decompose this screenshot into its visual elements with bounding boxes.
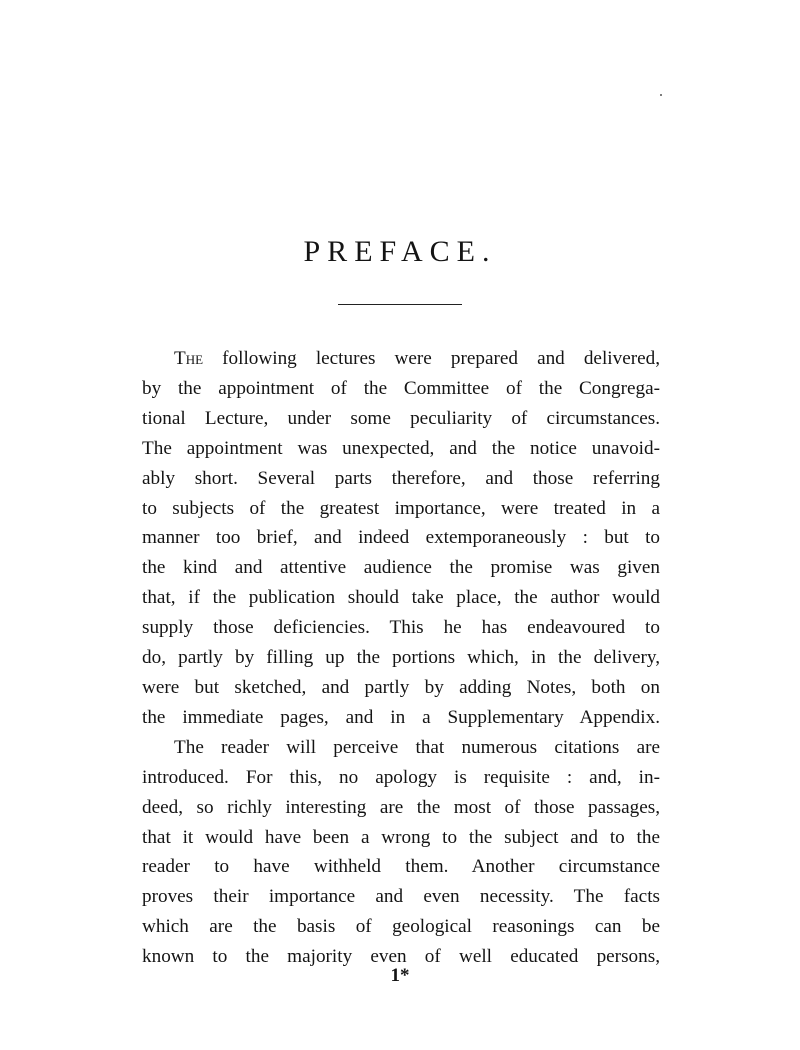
text-line: The appointment was unexpected, and the notice unavoid- xyxy=(142,437,660,459)
text-line: deed, so richly interesting are the most of those passages, xyxy=(142,796,660,818)
text-line: supply those deficiencies. This he has endeavoured to xyxy=(142,617,660,639)
paragraph-1 xyxy=(142,344,660,733)
text-line: tional Lecture, under some peculiarity of circumstances. xyxy=(142,407,660,429)
heading-rule xyxy=(338,304,462,305)
text-line: do, partly by filling up the portions which, in the delivery, xyxy=(142,647,660,669)
paragraph-2 xyxy=(142,733,660,972)
lead-word: The xyxy=(174,348,204,369)
text-line: The reader will perceive that numerous citations are xyxy=(174,736,660,758)
page-signature: 1* xyxy=(390,965,410,986)
page-heading: PREFACE. xyxy=(303,235,497,268)
text-line: known to the majority even of well educated persons, xyxy=(142,946,660,968)
ink-speck xyxy=(660,94,662,96)
body-text xyxy=(142,344,660,972)
text-line: the kind and attentive audience the promise was given xyxy=(142,557,660,579)
text-line: ably short. Several parts therefore, and those referring xyxy=(142,467,660,489)
text-line: which are the basis of geological reasonings can be xyxy=(142,916,660,938)
text-line: that it would have been a wrong to the subject and to the xyxy=(142,826,660,848)
text-line: to subjects of the greatest importance, were treated in a xyxy=(142,497,660,519)
text-line: that, if the publication should take place, the author would xyxy=(142,587,660,609)
text-line: reader to have withheld them. Another circumstance xyxy=(142,856,660,878)
text-line: manner too brief, and indeed extemporaneously : but to xyxy=(142,527,660,549)
text-line: introduced. For this, no apology is requisite : and, in- xyxy=(142,766,660,788)
text-line: by the appointment of the Committee of the Congrega- xyxy=(142,377,660,399)
text-line: were but sketched, and partly by adding Notes, both on xyxy=(142,676,660,698)
text-line: proves their importance and even necessity. The facts xyxy=(142,886,660,908)
text-line: the immediate pages, and in a Supplementary Appendix. xyxy=(142,706,660,728)
text-line: The following lectures were prepared and delivered, xyxy=(174,348,661,369)
